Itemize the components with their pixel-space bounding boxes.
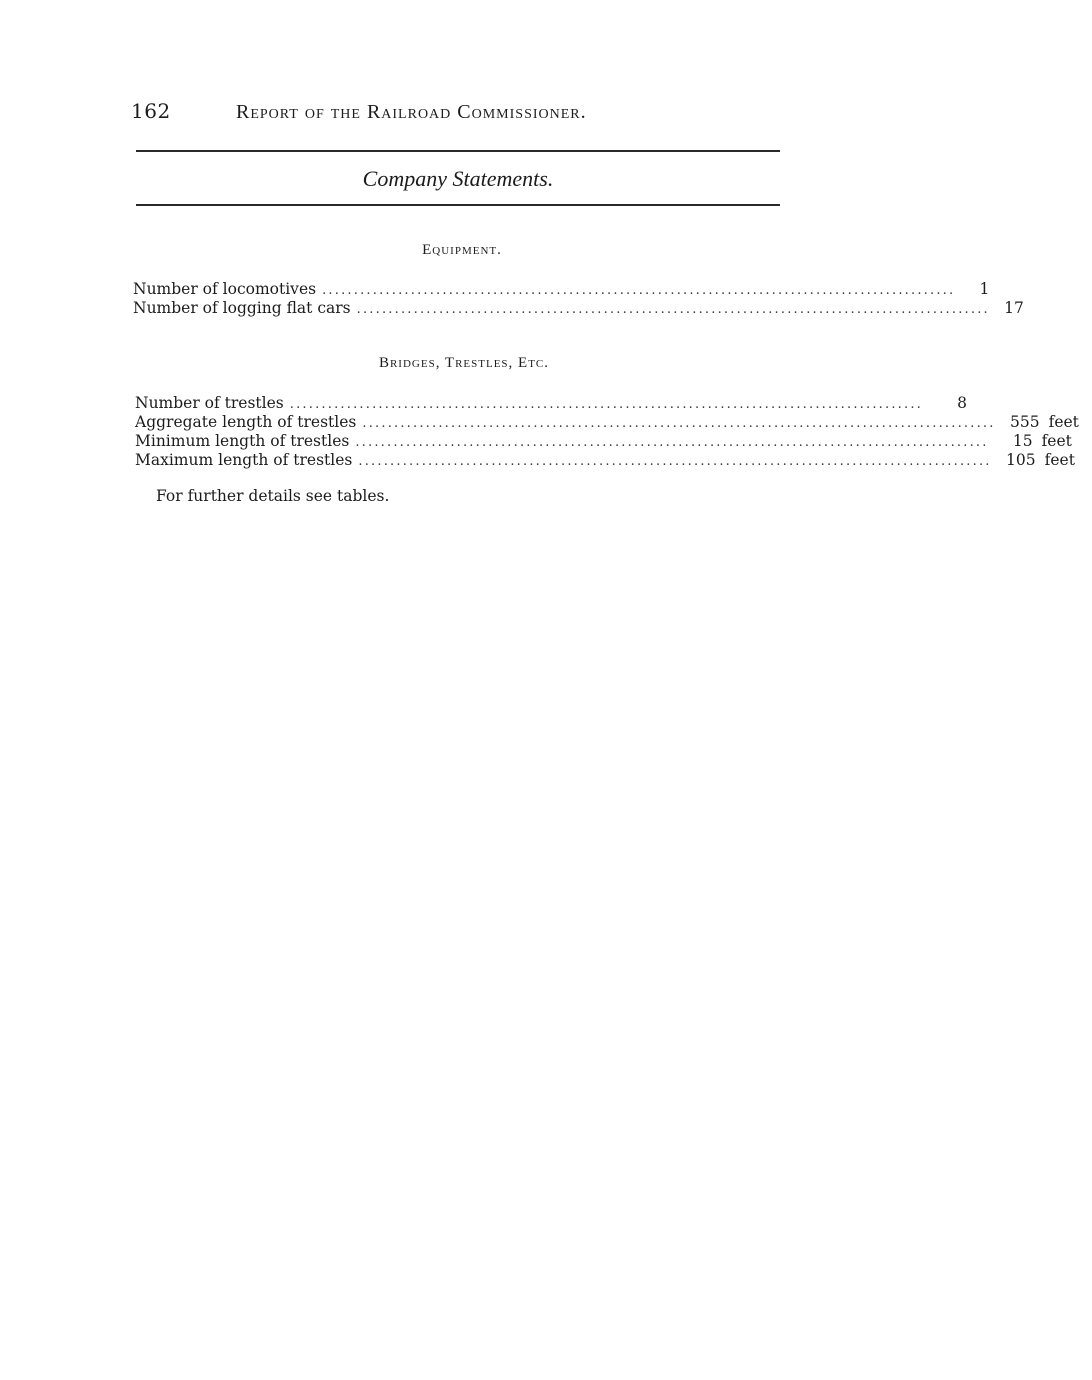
row-label: Number of trestles (135, 394, 284, 412)
table-row (133, 299, 1024, 318)
bottom-rule (136, 204, 780, 206)
row-value: 17 (1004, 299, 1024, 317)
equipment-table (133, 280, 1024, 318)
row-value: 1 (979, 280, 990, 298)
row-label: Number of locomotives (133, 280, 317, 298)
top-rule (136, 150, 780, 152)
leader-dots: .................................................................................................... (362, 416, 996, 431)
row-label: Maximum length of trestles (135, 451, 353, 469)
row-value (927, 394, 1019, 413)
value-number: 15 (1012, 432, 1033, 450)
page-number: 162 (131, 99, 171, 123)
equipment-heading: Equipment. (422, 242, 502, 258)
value-number: 8 (957, 394, 967, 412)
value-number: 105 (1006, 451, 1036, 469)
row-label: Number of logging flat cars (133, 299, 351, 317)
value-unit: feet (1048, 413, 1079, 431)
table-row (133, 280, 990, 299)
table-row (135, 413, 1079, 432)
value-number: 555 (1010, 413, 1040, 431)
running-head: Report of the Railroad Commissioner. (236, 101, 587, 123)
row-label: Minimum length of trestles (135, 432, 350, 450)
row-label: Aggregate length of trestles (135, 413, 357, 431)
value-unit: feet (1041, 432, 1072, 450)
leader-dots: .................................................................................................... (355, 435, 989, 450)
value-unit: feet (1044, 451, 1075, 469)
section-title: Company Statements. (362, 166, 554, 191)
row-value (996, 451, 1088, 470)
leader-dots: .................................................................................................... (289, 397, 923, 412)
further-details-note: For further details see tables. (156, 487, 390, 505)
table-row (135, 432, 1072, 451)
table-row (135, 451, 1075, 470)
table-row (135, 394, 967, 413)
row-value (1000, 413, 1092, 432)
bridges-table (135, 394, 1079, 470)
row-value (993, 432, 1085, 451)
leader-dots: .................................................................................................... (358, 454, 992, 469)
leader-dots: .................................................................................................... (322, 283, 956, 298)
leader-dots: .................................................................................................... (356, 302, 990, 317)
bridges-heading: Bridges, Trestles, Etc. (378, 355, 550, 371)
